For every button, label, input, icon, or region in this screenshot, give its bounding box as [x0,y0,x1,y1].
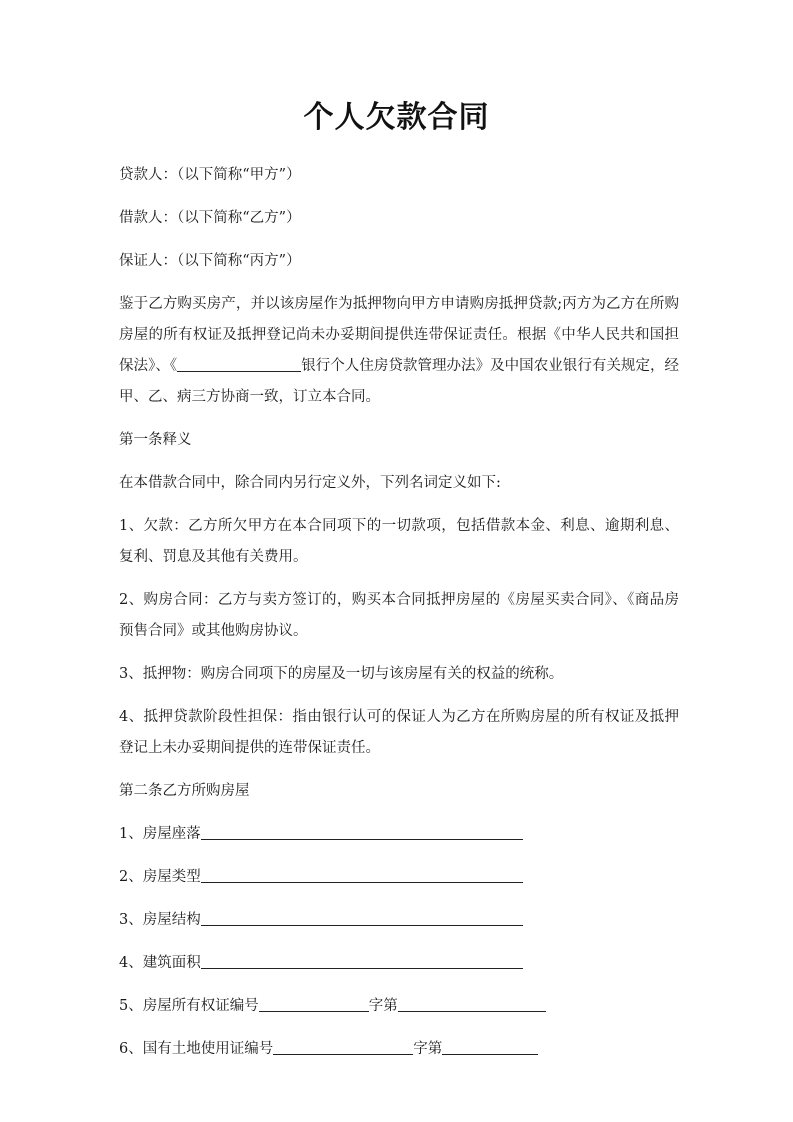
land-cert-label: 6、国有土地使用证编号 [119,1041,274,1057]
preamble-text-b: 银行个人住房贷款管理办法》及中国农业银行有关规定，经甲、乙、病三方协商一致，订立本合同。 [119,358,680,405]
ownership-cert-prefix-blank[interactable] [259,991,369,1012]
house-structure-blank[interactable] [201,905,523,926]
article-1-item: 1、欠款：乙方所欠甲方在本合同项下的一切款项，包括借款本金、利息、逾期利息、复利、罚息及其他有关费用。 [119,518,679,565]
borrower-line: 借款人：（以下简称“乙方”） [119,210,301,226]
land-cert-field [119,1034,679,1065]
land-cert-prefix-blank[interactable] [273,1034,413,1055]
guarantor-line: 保证人：（以下简称“丙方”） [119,253,301,269]
house-structure-label: 3、房屋结构 [119,912,201,928]
floor-area-field [119,948,679,979]
house-structure-field [119,905,679,936]
document-title: 个人欠款合同 [303,100,490,135]
house-type-blank[interactable] [201,862,523,883]
land-cert-mid: 字第 [413,1041,443,1057]
ownership-cert-field [119,991,679,1022]
preamble-text-a: 鉴于乙方购买房产，并以该房屋作为抵押物向甲方申请购房抵押贷款;丙方为乙方在所购房屋的所有权证及抵押登记尚未办妥期间提供连带保证责任。根据《中华人民共和国担保法》、《 [119,296,679,374]
document-body [119,160,679,1077]
house-type-field [119,862,679,893]
house-type-label: 2、房屋类型 [119,869,201,885]
house-location-field [119,819,679,850]
land-cert-number-blank[interactable] [442,1034,538,1055]
preamble-paragraph [119,289,679,413]
lender-line: 贷款人：（以下简称“甲方”） [119,167,301,183]
floor-area-label: 4、建筑面积 [119,955,201,971]
article-2-title: 第二条乙方所购房屋 [119,783,250,799]
article-1-title: 第一条释义 [119,432,192,448]
article-1-item: 2、购房合同：乙方与卖方签订的，购买本合同抵押房屋的《房屋买卖合同》、《商品房预售合同》或其他购房协议。 [119,592,679,639]
bank-name-blank[interactable] [177,351,301,372]
article-1-item: 3、抵押物：购房合同项下的房屋及一切与该房屋有关的权益的统称。 [119,666,564,682]
ownership-cert-mid: 字第 [368,998,398,1014]
ownership-cert-number-blank[interactable] [398,991,546,1012]
house-location-label: 1、房屋座落 [119,826,201,842]
ownership-cert-label: 5、房屋所有权证编号 [119,998,259,1014]
floor-area-blank[interactable] [201,948,523,969]
article-1-item: 4、抵押贷款阶段性担保：指由银行认可的保证人为乙方在所购房屋的所有权证及抵押登记上未办妥期间提供的连带保证责任。 [119,709,679,756]
house-location-blank[interactable] [201,819,523,840]
article-1-intro: 在本借款合同中，除合同内另行定义外，下列名词定义如下: [119,475,501,491]
